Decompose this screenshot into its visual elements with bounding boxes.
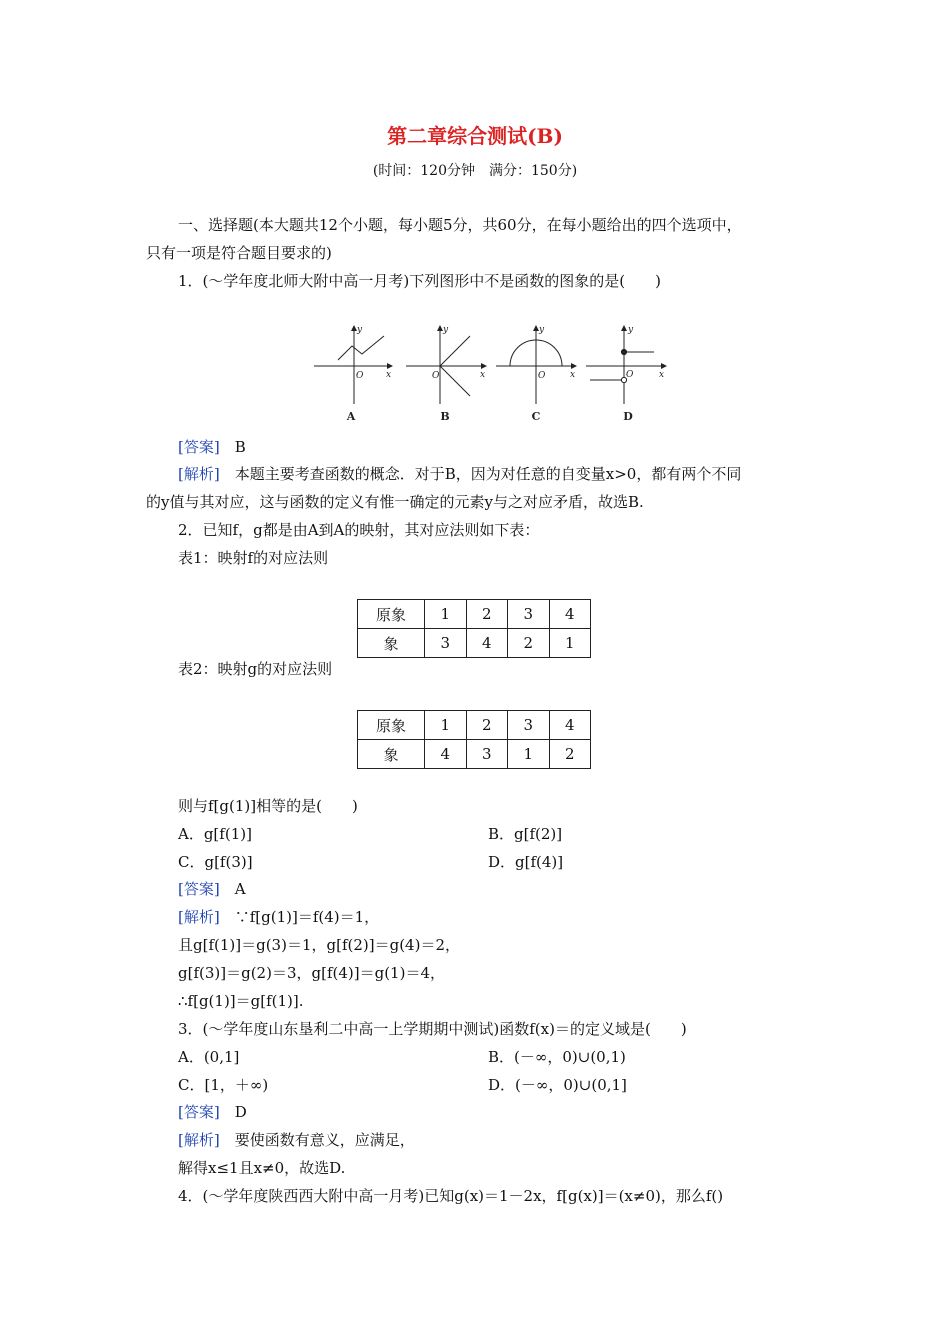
mapping-table-f: [357, 599, 591, 658]
answer-tag: [答案]: [178, 880, 220, 898]
table-row: [358, 600, 591, 629]
analysis-text: ∵f[g(1)]＝f(4)＝1，: [234, 908, 380, 926]
graph-d-y-label: y: [628, 325, 634, 335]
graph-b-y-label: y: [443, 325, 449, 335]
answer-tag: [答案]: [178, 1103, 220, 1121]
answer-tag: [答案]: [178, 438, 220, 456]
graph-d-label: D: [623, 410, 633, 423]
q1-analysis-line2: 的y值与其对应，这与函数的定义有惟一确定的元素y与之对应矛盾，故选B.: [146, 493, 644, 511]
graph-a-x-label: x: [386, 370, 392, 380]
page-title: 第二章综合测试(B): [387, 124, 563, 148]
table-cell: 3: [508, 711, 550, 740]
q2-question: 则与f[g(1)]相等的是( ): [178, 797, 358, 815]
table-cell: 3: [466, 740, 508, 769]
table-cell: 4: [549, 711, 591, 740]
q3-option-c: C．[1，＋∞): [178, 1076, 269, 1094]
graph-a-y-label: y: [357, 325, 363, 335]
graph-c: [496, 326, 576, 404]
graph-a: [314, 326, 392, 404]
q1-stem: 1．(～学年度北师大附中高一月考)下列图形中不是函数的图象的是( ): [178, 272, 661, 290]
q2-option-a: A．g[f(1)]: [178, 825, 252, 843]
graph-c-x-label: x: [570, 370, 576, 380]
table-cell: 1: [508, 740, 550, 769]
table-cell: 4: [549, 600, 591, 629]
page-subtitle: (时间：120分钟 满分：150分): [372, 163, 578, 179]
q2-analysis-line1: [178, 907, 379, 927]
q3-analysis-line2: 解得x≤1且x≠0，故选D.: [178, 1159, 346, 1177]
graph-c-label: C: [531, 410, 541, 423]
section-heading-line1: 一、选择题(本大题共12个小题，每小题5分，共60分，在每小题给出的四个选项中，: [178, 216, 742, 234]
table1-caption: 表1：映射f的对应法则: [178, 549, 329, 567]
table-row: [358, 629, 591, 658]
q2-option-d: D．g[f(4)]: [488, 853, 564, 871]
answer-value: B: [234, 438, 246, 456]
q3-answer: [178, 1102, 247, 1122]
table-cell: 1: [425, 711, 467, 740]
q3-analysis-line1: [178, 1130, 415, 1150]
graph-b: [406, 326, 486, 404]
analysis-text: 本题主要考查函数的概念．对于B，因为对任意的自变量x>0，都有两个不同: [234, 465, 742, 483]
q4-stem: 4．(～学年度陕西西大附中高一月考)已知g(x)＝1－2x，f[g(x)]＝(x≠0)，那么f(): [178, 1187, 724, 1205]
q2-option-c: C．g[f(3)]: [178, 853, 253, 871]
table2-caption: 表2：映射g的对应法则: [178, 660, 333, 678]
graph-a-origin: O: [356, 371, 364, 381]
table-cell: 4: [425, 740, 467, 769]
graph-b-x-label: x: [480, 370, 486, 380]
table-cell: 象: [358, 740, 425, 769]
q2-analysis-line2: 且g[f(1)]＝g(3)＝1，g[f(2)]＝g(4)＝2，: [178, 936, 460, 954]
table-cell: 2: [466, 600, 508, 629]
q2-analysis-line3: g[f(3)]＝g(2)＝3，g[f(4)]＝g(1)＝4，: [178, 964, 445, 982]
q3-stem: 3．(～学年度山东垦利二中高一上学期期中测试)函数f(x)＝的定义域是( ): [178, 1020, 687, 1038]
q2-stem: 2．已知f，g都是由A到A的映射，其对应法则如下表：: [178, 521, 540, 539]
table-cell: 3: [425, 629, 467, 658]
q2-analysis-line4: ∴f[g(1)]＝g[f(1)].: [178, 992, 304, 1010]
graph-b-origin: O: [432, 371, 440, 381]
table-cell: 2: [466, 711, 508, 740]
graph-d-x-label: x: [659, 370, 665, 380]
table-cell: 3: [508, 600, 550, 629]
graph-b-label: B: [440, 410, 450, 423]
table-row: [358, 740, 591, 769]
q3-option-d: D．(－∞，0)∪(0,1]: [488, 1076, 627, 1094]
q1-analysis-line1: [178, 464, 741, 484]
q1-graphs-figure: [310, 322, 670, 428]
table-cell: 4: [466, 629, 508, 658]
mapping-table-g: [357, 710, 591, 769]
answer-value: D: [234, 1103, 247, 1121]
graph-c-y-label: y: [539, 325, 545, 335]
graph-d-origin: O: [626, 370, 634, 380]
table-row: [358, 711, 591, 740]
analysis-text: 要使函数有意义，应满足，: [234, 1131, 415, 1149]
q2-answer: [178, 879, 246, 899]
answer-value: A: [234, 880, 246, 898]
table-cell: 象: [358, 629, 425, 658]
table-cell: 1: [425, 600, 467, 629]
q3-option-a: A．(0,1]: [178, 1048, 240, 1066]
graph-c-origin: O: [538, 371, 546, 381]
q3-option-b: B．(－∞，0)∪(0,1): [488, 1048, 626, 1066]
table-cell: 原象: [358, 600, 425, 629]
table-cell: 1: [549, 629, 591, 658]
table-cell: 2: [508, 629, 550, 658]
analysis-tag: [解析]: [178, 465, 220, 483]
table-cell: 原象: [358, 711, 425, 740]
analysis-tag: [解析]: [178, 908, 220, 926]
q1-answer: [178, 437, 246, 457]
graph-a-label: A: [346, 410, 356, 423]
graph-d: [586, 326, 666, 404]
section-heading-line2: 只有一项是符合题目要求的): [146, 244, 332, 262]
q2-option-b: B．g[f(2)]: [488, 825, 563, 843]
table-cell: 2: [549, 740, 591, 769]
analysis-tag: [解析]: [178, 1131, 220, 1149]
